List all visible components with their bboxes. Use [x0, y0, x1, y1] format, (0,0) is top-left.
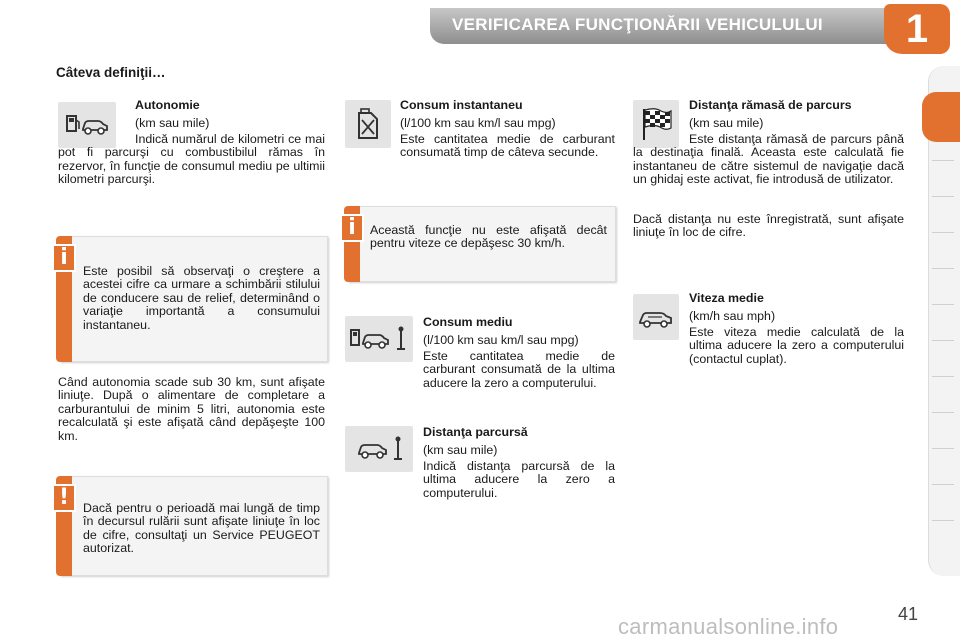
warning-box-text: Dacă pentru o perioadă mai lungă de timp în decursul rulării sunt afişate liniuţe în loc de cifre, consultaţi un Service PEUGEOT autorizat.: [83, 501, 320, 556]
info-box-text: Această funcţie nu este afişată decât pentru viteze ce depăşesc 30 km/h.: [370, 223, 607, 251]
consum-instantaneu-text: Este cantitatea medie de carburant consumată timp de câteva secunde.: [400, 132, 615, 160]
viteza-medie-text: Este viteza medie calculată de la ultima aducere la zero a computerului (contactul cuplat).: [689, 325, 904, 366]
info-box-text: Este posibil să observaţi o creştere a acestei cifre ca urmare a schimbării stilului de conducere sau de relief, determinând o variaţie importantă a consumului instantaneu.: [83, 264, 320, 332]
chapter-tab-active[interactable]: [922, 92, 960, 142]
tab-divider: [932, 484, 954, 485]
tab-divider: [932, 232, 954, 233]
distanta-parcursa-text: Indică distanţa parcursă de la ultima aducere la zero a computerului.: [423, 459, 615, 500]
info-icon: i: [340, 214, 364, 242]
autonomie-unit: (km sau mile): [135, 116, 210, 130]
info-icon: i: [52, 244, 76, 272]
tab-divider: [932, 268, 954, 269]
autonomie-note: Când autonomia scade sub 30 km, sunt afişate liniuţe. După o alimentare de completare a carburantului de minim 5 litri, autonomia este recalculată şi este afişată când depăşeşte 100 km.: [58, 375, 325, 443]
consum-instantaneu-unit: (l/100 km sau km/l sau mpg): [400, 116, 556, 130]
tab-divider: [932, 340, 954, 341]
distanta-ramasa-title: Distanţa rămasă de parcurs: [689, 98, 852, 112]
autonomie-title: Autonomie: [135, 98, 200, 112]
tab-divider: [932, 448, 954, 449]
page-header-title: VERIFICAREA FUNCŢIONĂRII VEHICULULUI: [452, 15, 823, 34]
consum-mediu-text: Este cantitatea medie de carburant consumată de la ultima aducere la zero a computerului.: [423, 349, 615, 390]
autonomie-text: Indică numărul de kilometri ce mai pot fi parcurşi cu combustibilul rămas în rezervor, în funcţie de consumul mediu pe ultimii kilometri parcurşi.: [58, 132, 325, 187]
consum-mediu-title: Consum mediu: [423, 315, 513, 329]
viteza-medie-unit: (km/h sau mph): [689, 309, 776, 323]
consum-instantaneu-title: Consum instantaneu: [400, 98, 523, 112]
fuel-car-distance-icon: [345, 316, 413, 362]
tab-divider: [932, 376, 954, 377]
chapter-tabs[interactable]: [928, 66, 960, 576]
car-distance-icon: [345, 426, 413, 472]
consum-mediu-unit: (l/100 km sau km/l sau mpg): [423, 333, 579, 347]
section-title: Câteva definiţii…: [56, 65, 166, 80]
warning-icon: !: [52, 484, 76, 512]
distanta-parcursa-title: Distanţa parcursă: [423, 425, 528, 439]
tab-divider: [932, 304, 954, 305]
car-speed-icon: [633, 294, 679, 340]
viteza-medie-title: Viteza medie: [689, 291, 764, 305]
chapter-number: 1: [905, 7, 929, 51]
tab-divider: [932, 412, 954, 413]
watermark: carmanualsonline.info: [618, 614, 839, 639]
distanta-ramasa-note: Dacă distanţa nu este înregistrată, sunt afişate liniuţe în loc de cifre.: [633, 212, 904, 240]
distanta-ramasa-unit: (km sau mile): [689, 116, 764, 130]
distanta-parcursa-unit: (km sau mile): [423, 443, 498, 457]
tab-divider: [932, 520, 954, 521]
fuel-can-icon: [345, 100, 391, 148]
tab-divider: [932, 160, 954, 161]
page-number: 41: [898, 604, 919, 624]
distanta-ramasa-text: Este distanţa rămasă de parcurs până la destinaţia finală. Aceasta este calculată fie instantaneu de către sistemul de navigaţie dacă un ghidaj este activat, fie introdusă de utilizator.: [633, 132, 904, 187]
tab-divider: [932, 196, 954, 197]
